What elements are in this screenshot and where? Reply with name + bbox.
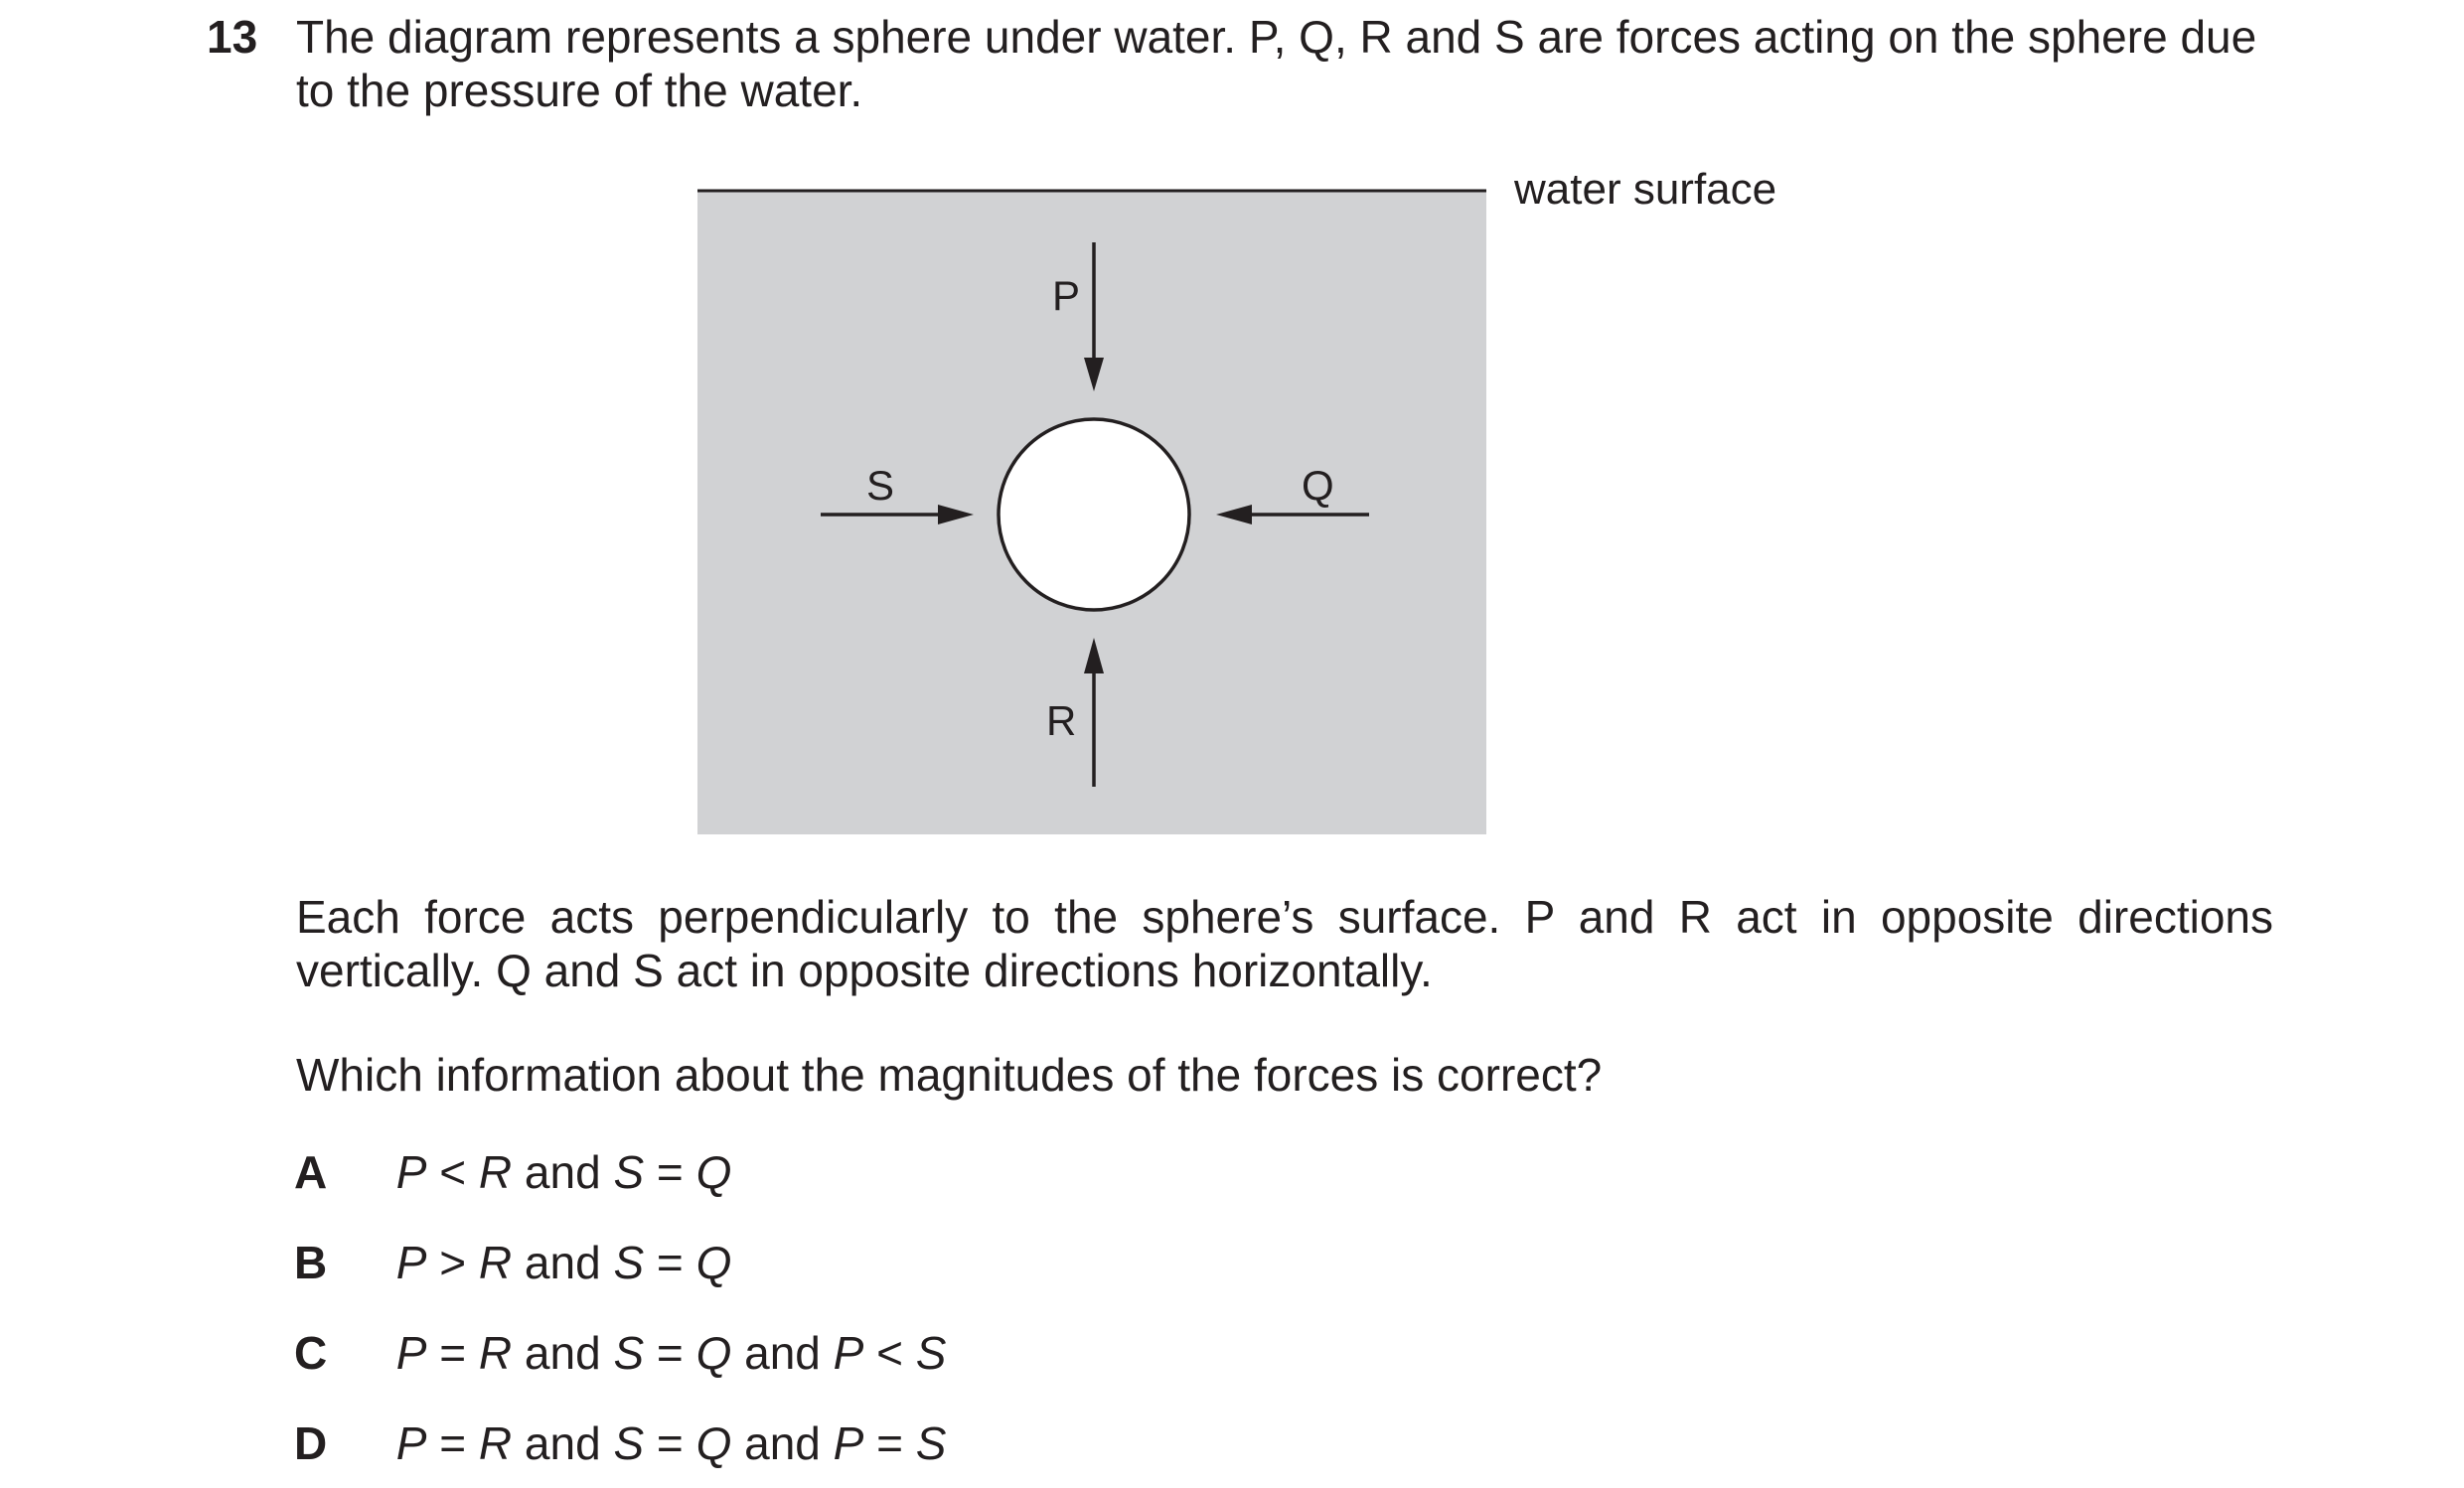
option-c-text: P = R and S = Q and P < S (395, 1327, 947, 1379)
water-surface-label: water surface (1514, 165, 1777, 214)
force-p-label: P (1052, 272, 1081, 319)
option-a[interactable] (294, 1145, 731, 1199)
question-prompt (296, 1048, 2273, 1102)
intro-line-2: to the pressure of the water. (296, 65, 863, 116)
force-s-label: S (866, 462, 895, 509)
option-a-letter: A (294, 1146, 328, 1198)
option-b-text: P > R and S = Q (395, 1237, 732, 1288)
sphere (999, 419, 1189, 610)
force-q-label: Q (1302, 462, 1334, 509)
option-b[interactable] (294, 1236, 731, 1289)
force-r-label: R (1046, 697, 1077, 744)
option-c[interactable] (294, 1326, 946, 1380)
option-b-letter: B (294, 1237, 328, 1288)
intro-line-1: The diagram represents a sphere under water. P, Q, R and S are forces acting on the sphere due (296, 11, 2257, 63)
option-d[interactable] (294, 1416, 946, 1470)
option-d-letter: D (294, 1417, 328, 1469)
description-line-2: vertically. Q and S act in opposite directions horizontally. (296, 945, 1433, 996)
option-a-text: P < R and S = Q (395, 1146, 732, 1198)
option-d-text: P = R and S = Q and P = S (395, 1417, 947, 1469)
option-c-letter: C (294, 1327, 328, 1379)
question-prompt-text: Which information about the magnitudes of the forces is correct? (296, 1049, 1603, 1101)
description-paragraph (296, 890, 2273, 997)
question-number: 13 (207, 11, 258, 63)
description-line-1: Each force acts perpendicularly to the sphere’s surface. P and R act in opposite directions (296, 891, 2273, 943)
